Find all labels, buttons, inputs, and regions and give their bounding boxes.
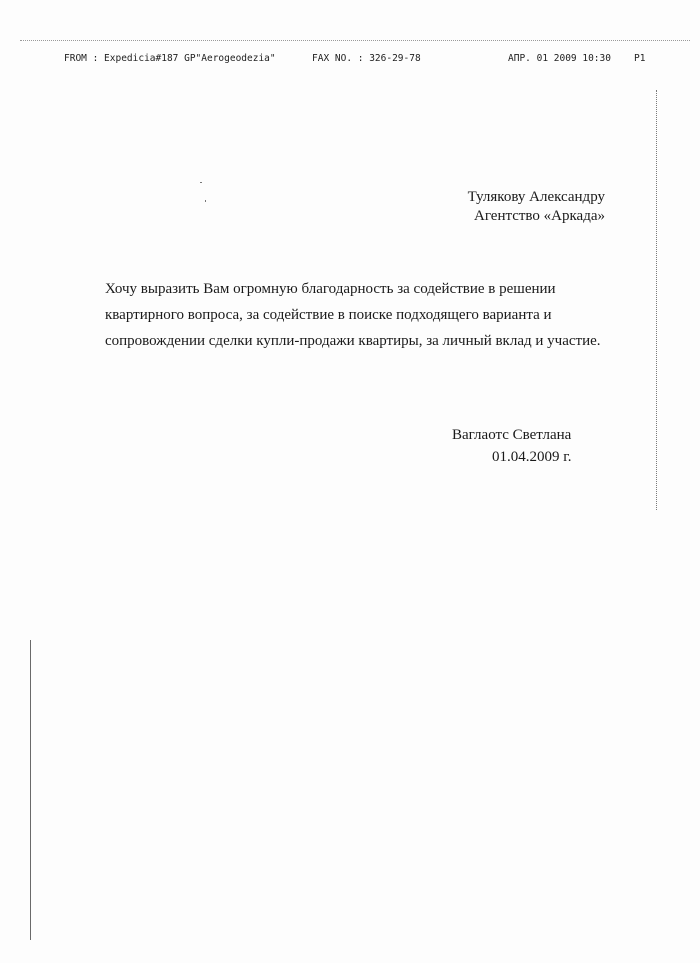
scan-speck bbox=[205, 200, 206, 202]
addressee-company: Агентство «Аркада» bbox=[474, 208, 605, 224]
fax-from: FROM : Expedicia#187 GP"Aerogeodezia" bbox=[64, 53, 276, 64]
body-line: квартирного вопроса, за содействие в поиске подходящего варианта и bbox=[105, 307, 552, 323]
fax-page-number: P1 bbox=[634, 53, 646, 64]
fax-perforation-line bbox=[20, 40, 690, 41]
signature-block bbox=[452, 424, 571, 468]
signature-date: 01.04.2009 г. bbox=[492, 449, 572, 465]
fax-number: FAX NO. : 326-29-78 bbox=[312, 53, 421, 64]
letter-body bbox=[105, 276, 605, 354]
addressee-name: Тулякову Александру bbox=[467, 189, 605, 205]
scan-speck bbox=[200, 182, 202, 183]
addressee-block bbox=[468, 188, 605, 226]
fax-date-time: АПР. 01 2009 10:30 bbox=[508, 53, 611, 64]
body-line: сопровождении сделки купли-продажи квартиры, за личный вклад и участие. bbox=[105, 333, 601, 349]
scan-edge-right bbox=[656, 90, 657, 510]
scan-edge-left bbox=[30, 640, 31, 940]
signature-name: Ваглаотс Светлана bbox=[452, 427, 572, 443]
body-line: Хочу выразить Вам огромную благодарность за содействие в решении bbox=[105, 281, 556, 297]
fax-header bbox=[64, 53, 650, 67]
